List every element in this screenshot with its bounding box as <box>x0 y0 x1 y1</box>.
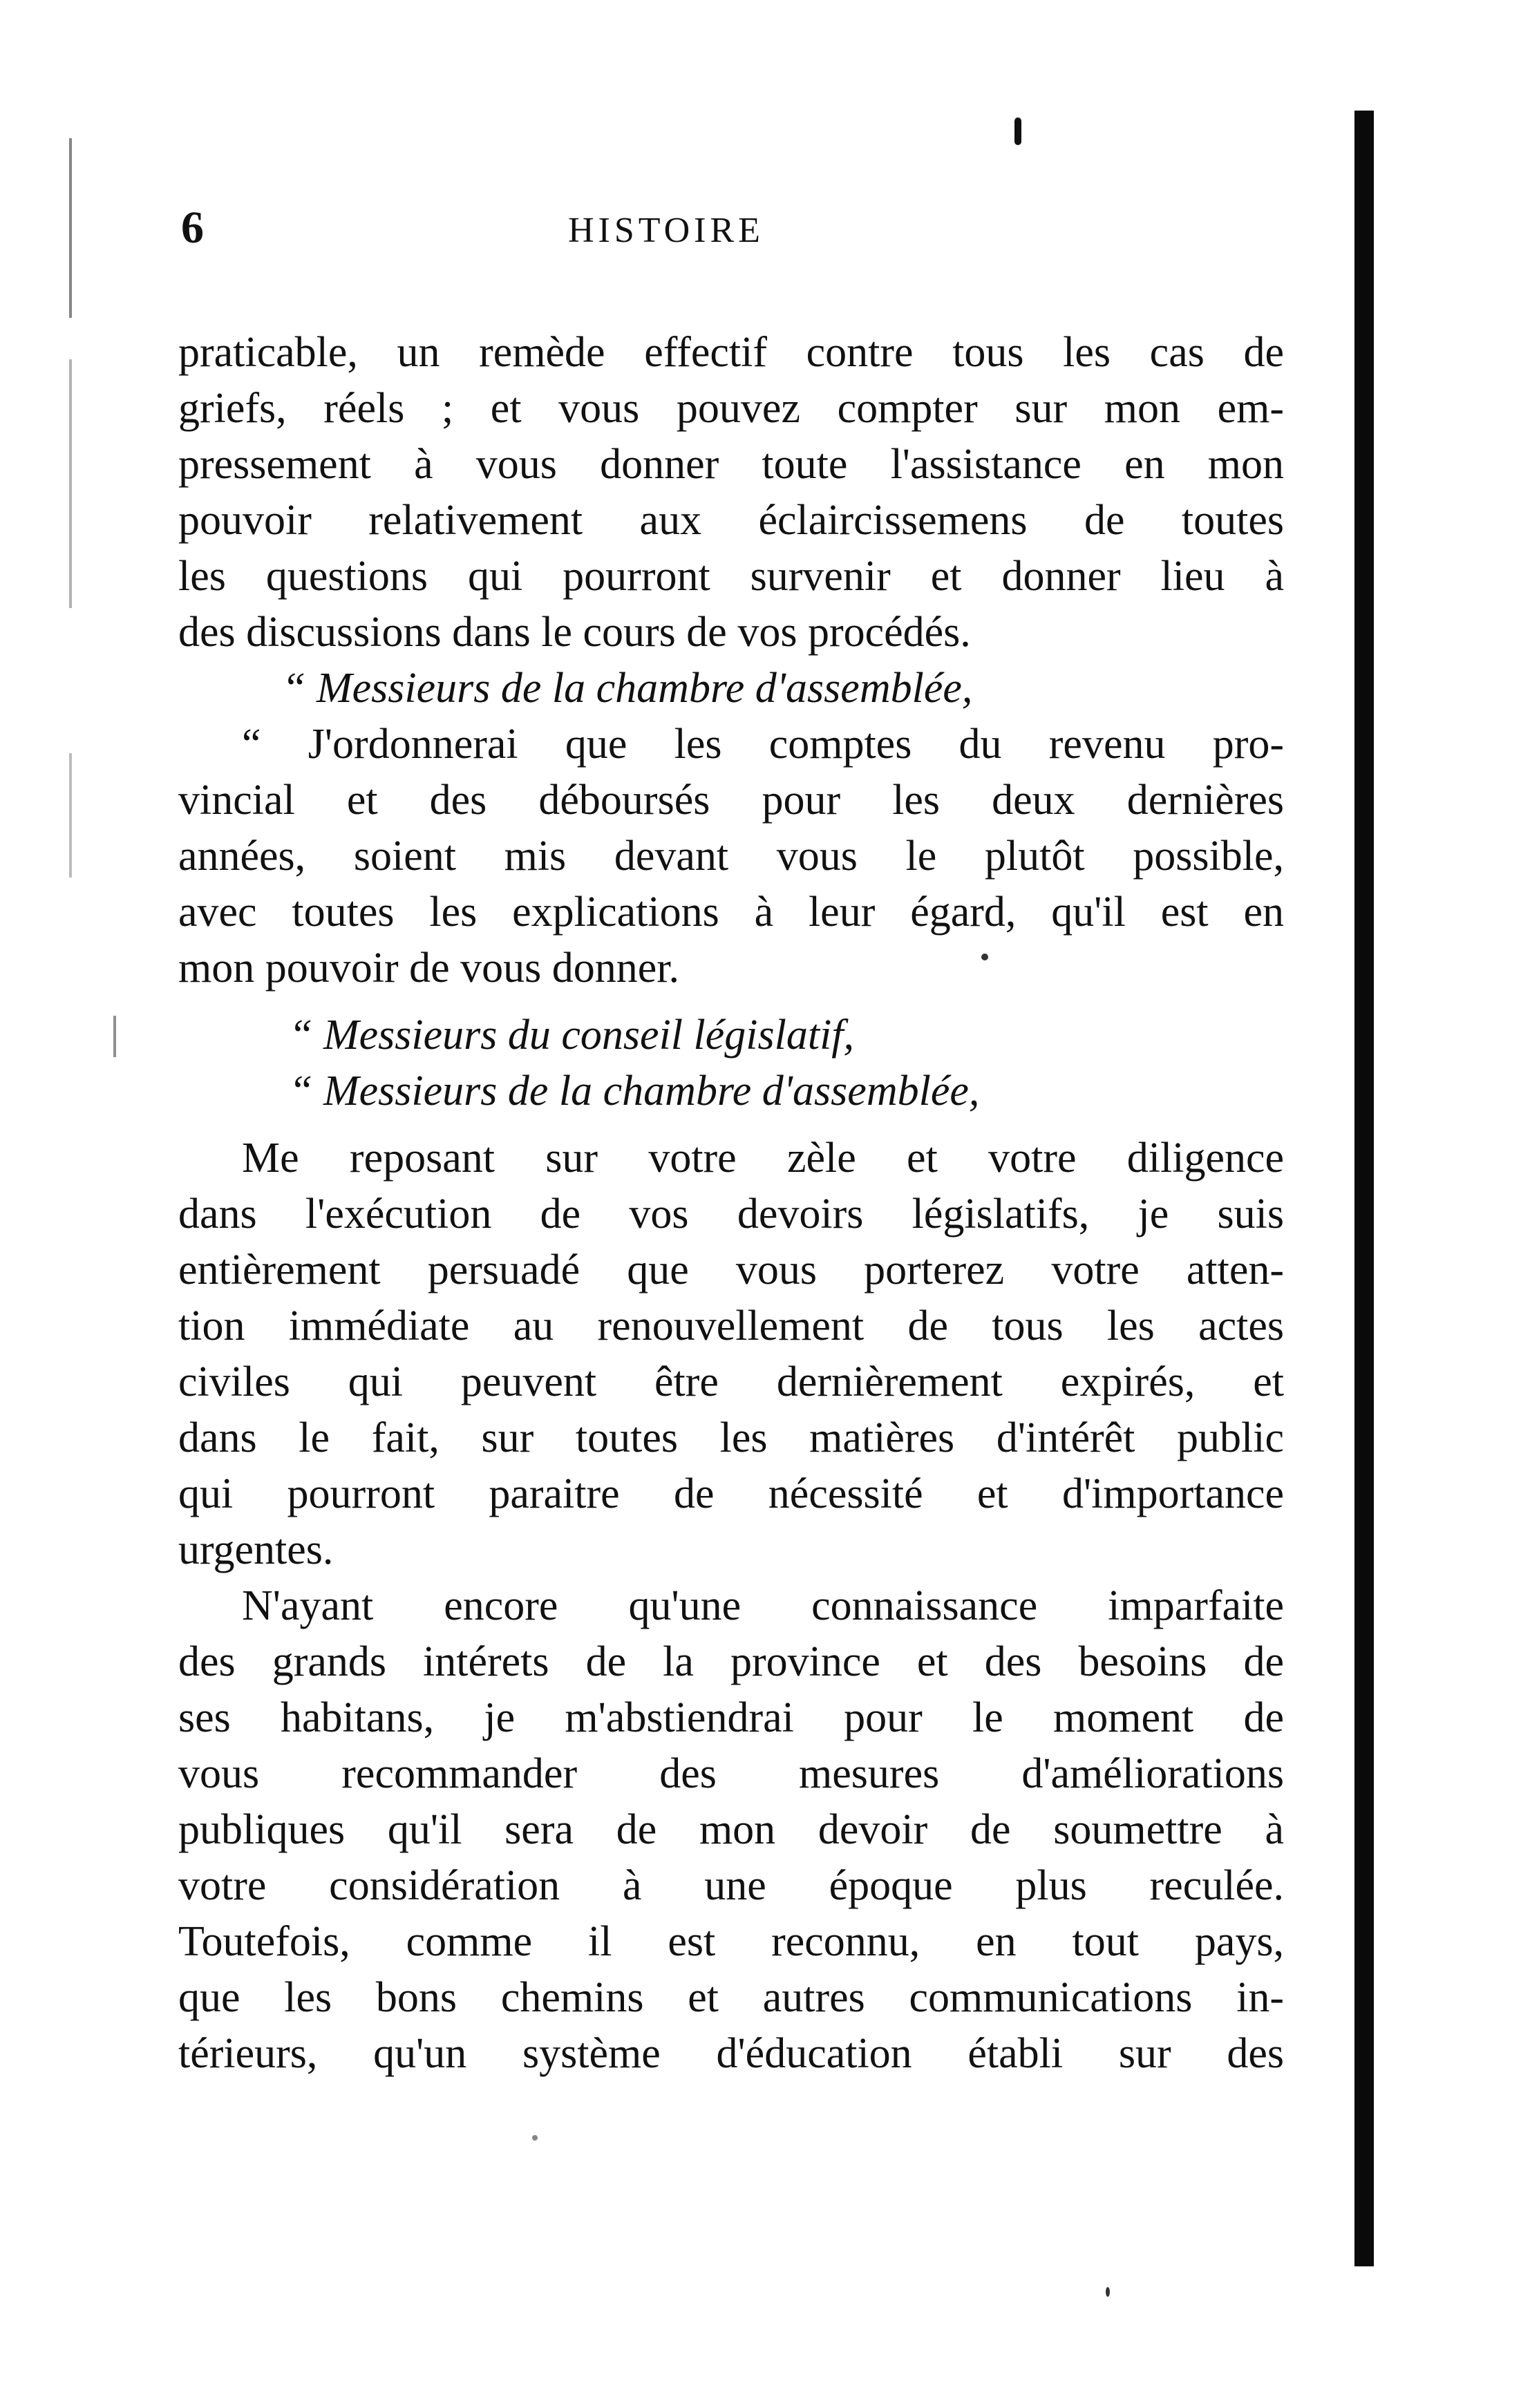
text-line: votre considération à une époque plus reculée. <box>178 1862 1284 1909</box>
text-line: térieurs, qu'un système d'éducation établi sur des <box>178 2030 1284 2077</box>
address-heading: “ Messieurs du conseil législatif, <box>289 1012 855 1059</box>
text-line: des discussions dans le cours de vos procédés. <box>178 609 971 656</box>
text-line: pouvoir relativement aux éclaircissemens de toutes <box>178 497 1284 544</box>
text-line: civiles qui peuvent être dernièrement expirés, et <box>178 1358 1284 1405</box>
text-line: praticable, un remède effectif contre tous les cas de <box>178 329 1284 376</box>
ink-speck <box>1014 117 1021 145</box>
text-line: vincial et des déboursés pour les deux dernières <box>178 777 1284 824</box>
text-line: dans l'exécution de vos devoirs législatifs, je suis <box>178 1191 1284 1238</box>
text-line: dans le fait, sur toutes les matières d'intérêt public <box>178 1414 1284 1461</box>
ink-speck <box>981 954 988 960</box>
scan-edge-bar <box>1354 111 1374 2266</box>
text-line: Me reposant sur votre zèle et votre diligence <box>242 1135 1284 1182</box>
text-line: les questions qui pourront survenir et donner lieu à <box>178 553 1284 600</box>
body-text <box>178 325 1284 2082</box>
text-line: que les bons chemins et autres communications in- <box>178 1974 1284 2021</box>
page-header <box>181 197 1301 259</box>
ink-speck <box>532 2135 538 2141</box>
text-line: entièrement persuadé que vous porterez votre atten- <box>178 1246 1284 1293</box>
text-line: Toutefois, comme il est reconnu, en tout pays, <box>178 1918 1284 1965</box>
running-head: HISTOIRE <box>568 211 764 250</box>
text-line: mon pouvoir de vous donner. <box>178 945 679 992</box>
text-line: N'ayant encore qu'une connaissance imparfaite <box>242 1582 1284 1629</box>
binding-edge-mark <box>69 753 72 878</box>
text-line: tion immédiate au renouvellement de tous les actes <box>178 1302 1284 1349</box>
address-heading: “ Messieurs de la chambre d'assemblée, <box>289 1068 980 1115</box>
text-line: vous recommander des mesures d'améliorations <box>178 1750 1284 1797</box>
ink-speck <box>1106 2287 1110 2297</box>
text-line: pressement à vous donner toute l'assistance en mon <box>178 441 1284 488</box>
text-line: années, soient mis devant vous le plutôt possible, <box>178 833 1284 880</box>
page-number: 6 <box>181 202 204 253</box>
text-line: ses habitans, je m'abstiendrai pour le moment de <box>178 1694 1284 1741</box>
binding-edge-mark <box>69 359 72 608</box>
address-heading: “ Messieurs de la chambre d'assemblée, <box>282 665 973 712</box>
binding-edge-mark <box>113 1016 116 1057</box>
text-line: avec toutes les explications à leur égard, qu'il est en <box>178 889 1284 936</box>
text-line: des grands intérets de la province et des besoins de <box>178 1638 1284 1685</box>
text-line: griefs, réels ; et vous pouvez compter sur mon em- <box>178 385 1284 432</box>
text-line: urgentes. <box>178 1526 334 1573</box>
text-line: qui pourront paraitre de nécessité et d'importance <box>178 1470 1284 1517</box>
text-line: “ J'ordonnerai que les comptes du revenu pro- <box>242 721 1284 768</box>
binding-edge-mark <box>69 138 72 318</box>
text-line: publiques qu'il sera de mon devoir de soumettre à <box>178 1806 1284 1853</box>
